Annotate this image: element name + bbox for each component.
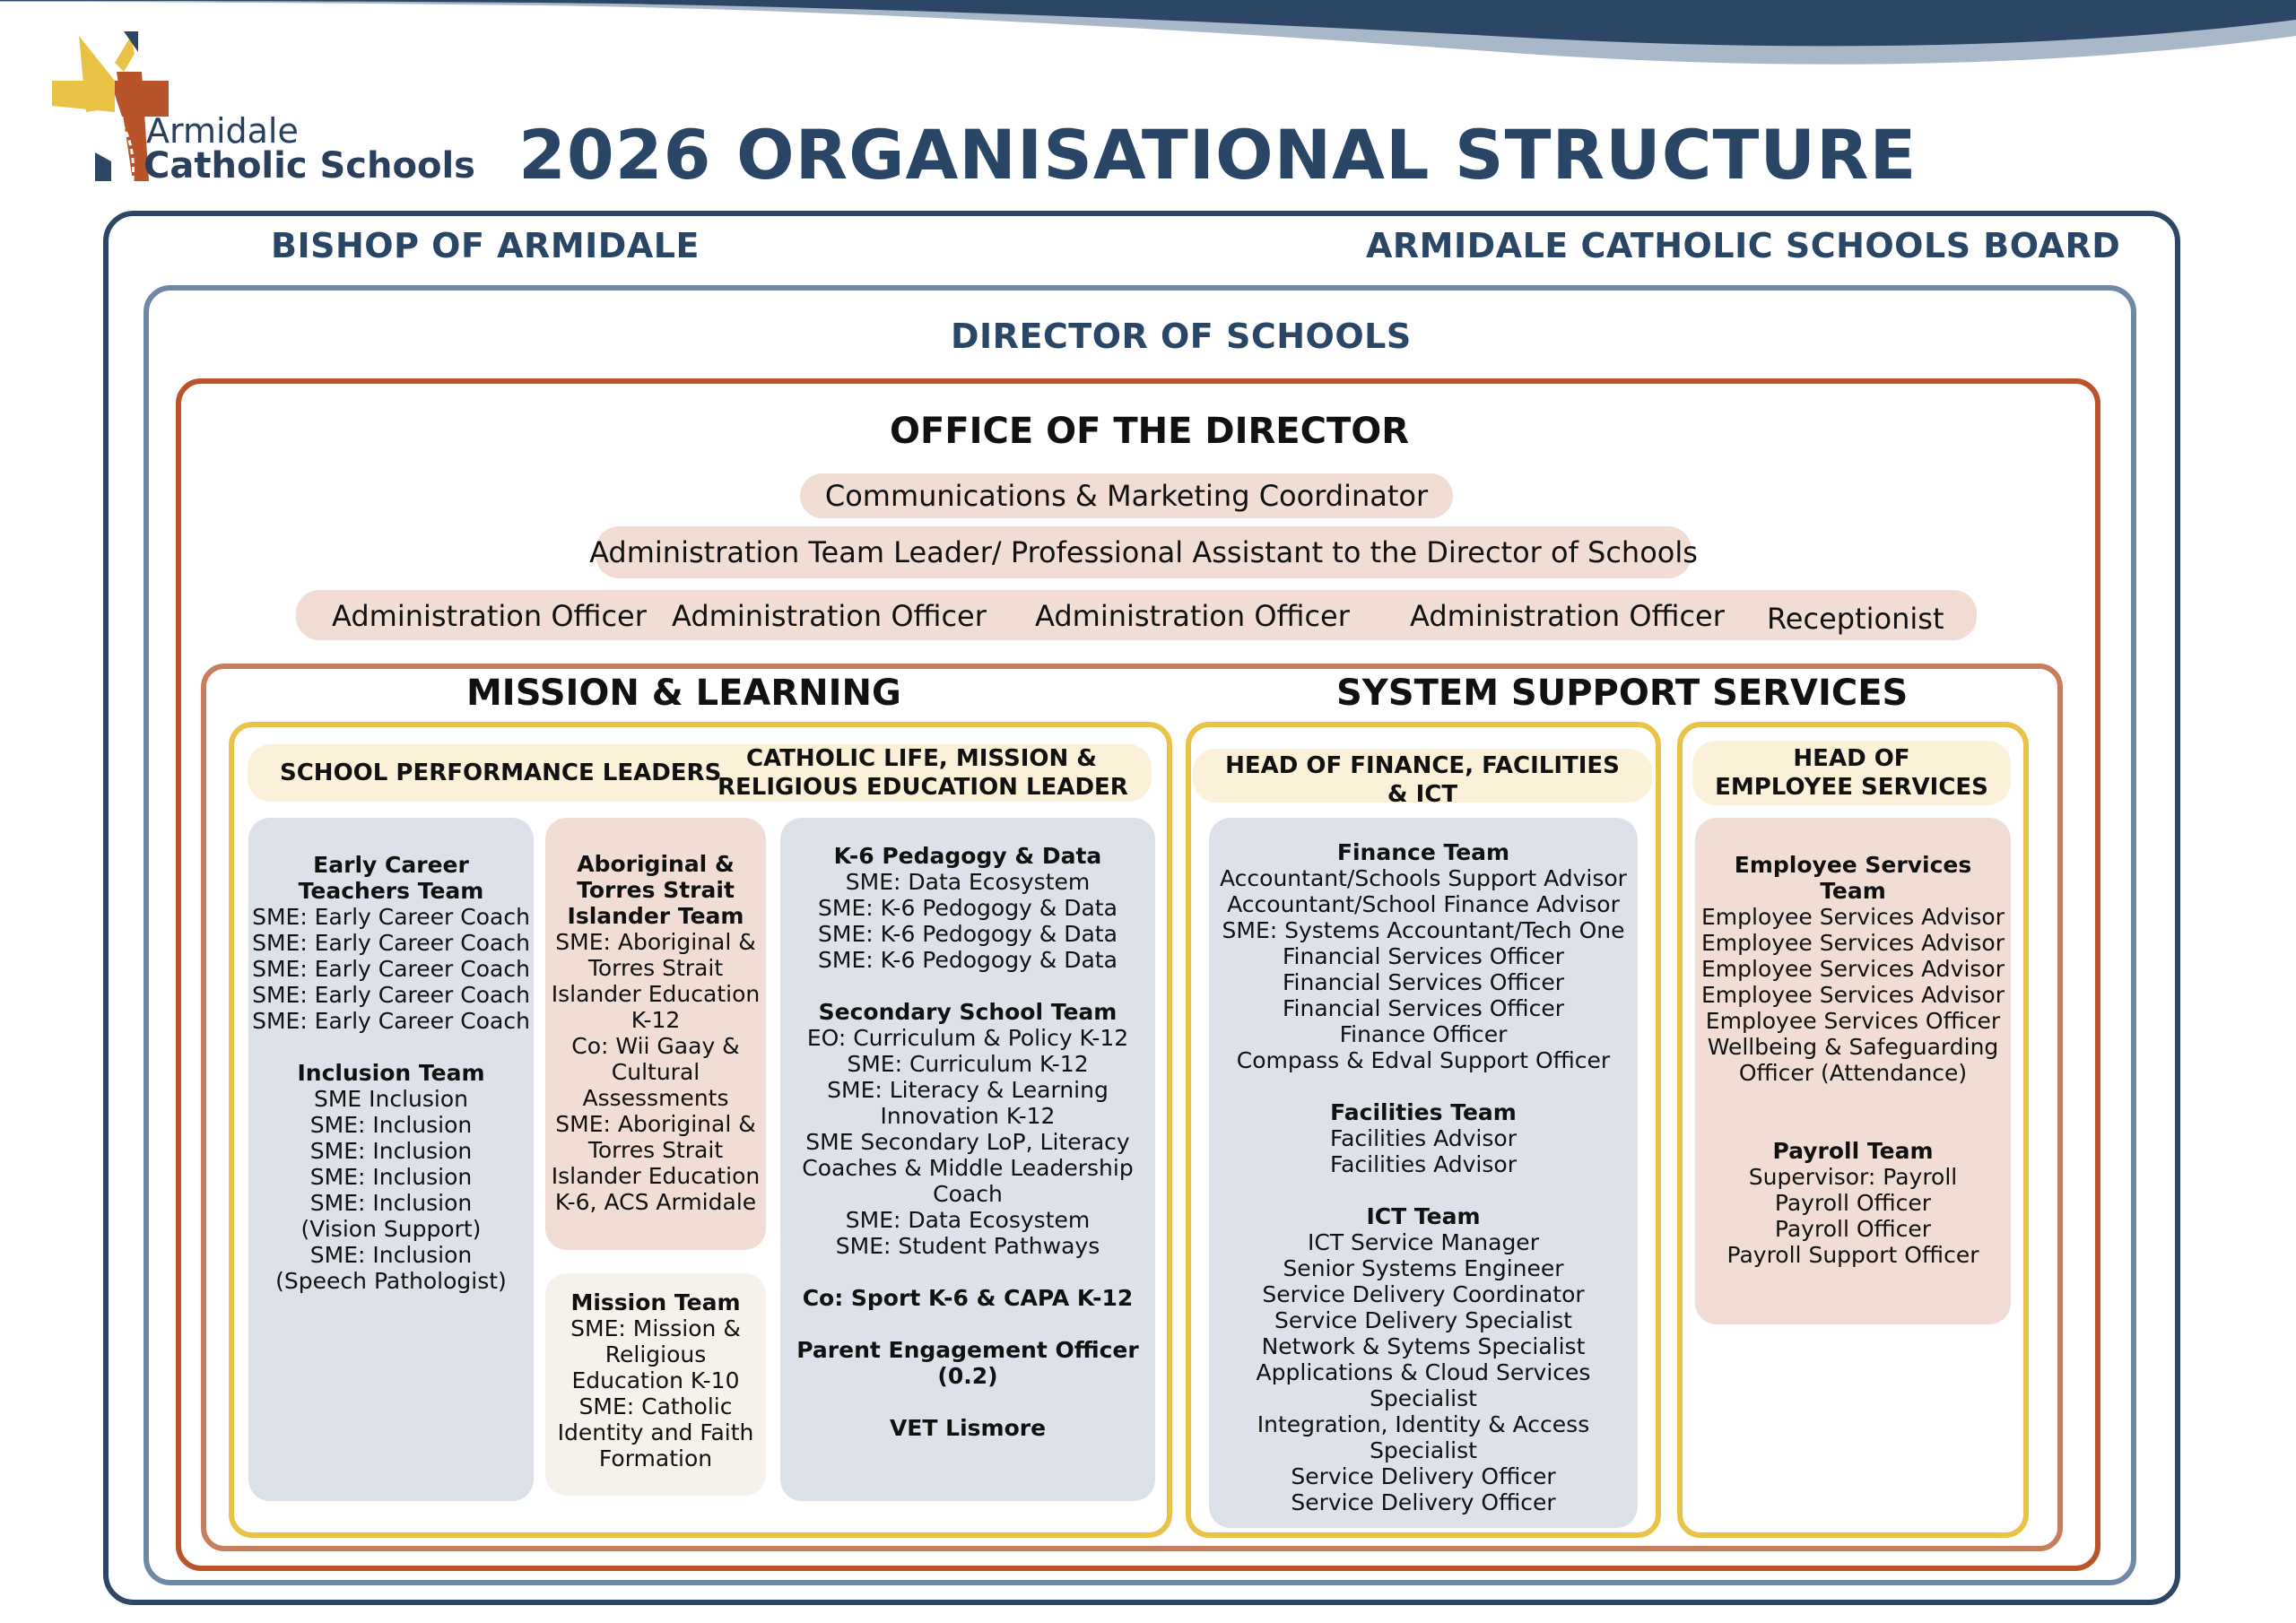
early-career-team: Early Career Teachers Team SME: Early Career Coach SME: Early Career Coach SME: Early Career Coach SME: Early Career Coach SME: Early Career Coach Inclusion Team SME Inclusion SME: Inclusion SME: Inclusion SME: Inclusion SME: Inclusion (Vision Support) SME: Inclusion (Speech Pathologist) <box>252 852 530 1294</box>
comms-role: Communications & Marketing Coordinator <box>800 473 1453 518</box>
mission-team: Mission Team SME: Mission & Religious Education K-10 SME: Catholic Identity and Faith Formation <box>557 1289 754 1471</box>
aboriginal-team: Aboriginal & Torres Strait Islander Team SME: Aboriginal & Torres Strait Islander Education K-12 Co: Wii Gaay & Cultural Assessments SME: Aboriginal & Torres Strait Islander Education K-6, ACS Armidale <box>551 851 761 1215</box>
office-heading: OFFICE OF THE DIRECTOR <box>890 411 1410 452</box>
board-heading: ARMIDALE CATHOLIC SCHOOLS BOARD <box>1366 226 2121 265</box>
pedagogy-team: K-6 Pedagogy & Data SME: Data Ecosystem SME: K-6 Pedogogy & Data SME: K-6 Pedogogy & Data SME: K-6 Pedogogy & Data Secondary School Team EO: Curriculum & Policy K-12 SME: Curriculum K-12 SME: Literacy & Learning Innovation K-12 SME Secondary LoP, Literacy Coaches & Middle Leadership Coach SME: Data Ecosystem SME: Student Pathways Co: Sport K-6 & CAPA K-12 Parent Engagement Officer (0.2) VET Lismore <box>796 843 1139 1441</box>
admin-leader-role: Administration Team Leader/ Professional Assistant to the Director of Schools <box>596 526 1692 578</box>
admin-officer-1: Administration Officer <box>332 599 647 633</box>
bishop-heading: BISHOP OF ARMIDALE <box>271 226 700 265</box>
logo-text-armidale: Armidale <box>146 111 299 151</box>
page-title: 2026 ORGANISATIONAL STRUCTURE <box>518 115 1918 195</box>
director-heading: DIRECTOR OF SCHOOLS <box>951 317 1412 356</box>
mission-heading: MISSION & LEARNING <box>466 673 901 714</box>
header-wave <box>0 0 2296 72</box>
logo-text-catholic-schools: Catholic Schools <box>144 145 475 187</box>
employee-services-team: Employee Services Team Employee Services Advisor Employee Services Advisor Employee Services Advisor Employee Services Advisor Employee Services Officer Wellbeing & Safeguarding Officer (Attendance) Payroll Team Supervisor: Payroll Payroll Officer Payroll Officer Payroll Support Officer <box>1700 852 2005 1268</box>
admin-officer-3: Administration Officer <box>1035 599 1350 633</box>
admin-officer-4: Administration Officer <box>1410 599 1725 633</box>
catholic-life-leader: CATHOLIC LIFE, MISSION & RELIGIOUS EDUCATION LEADER <box>718 745 1128 801</box>
finance-team: Finance Team Accountant/Schools Support Advisor Accountant/School Finance Advisor SME: Systems Accountant/Tech One Financial Services Officer Financial Services Officer Financial Services Officer Finance Officer Compass & Edval Support Officer Facilities Team Facilities Advisor Facilities Advisor ICT Team ICT Service Manager Senior Systems Engineer Service Delivery Coordinator Service Delivery Specialist Network & Sytems Specialist Applications & Cloud Services Specialist Integration, Identity & Access Specialist Service Delivery Officer Service Delivery Officer <box>1220 839 1627 1515</box>
school-performance-leaders: SCHOOL PERFORMANCE LEADERS <box>280 759 722 786</box>
admin-officer-2: Administration Officer <box>672 599 987 633</box>
finance-head: HEAD OF FINANCE, FACILITIES & ICT <box>1225 752 1620 808</box>
employee-head: HEAD OF EMPLOYEE SERVICES <box>1715 745 1988 801</box>
receptionist: Receptionist <box>1767 602 1944 636</box>
system-heading: SYSTEM SUPPORT SERVICES <box>1336 673 1909 714</box>
